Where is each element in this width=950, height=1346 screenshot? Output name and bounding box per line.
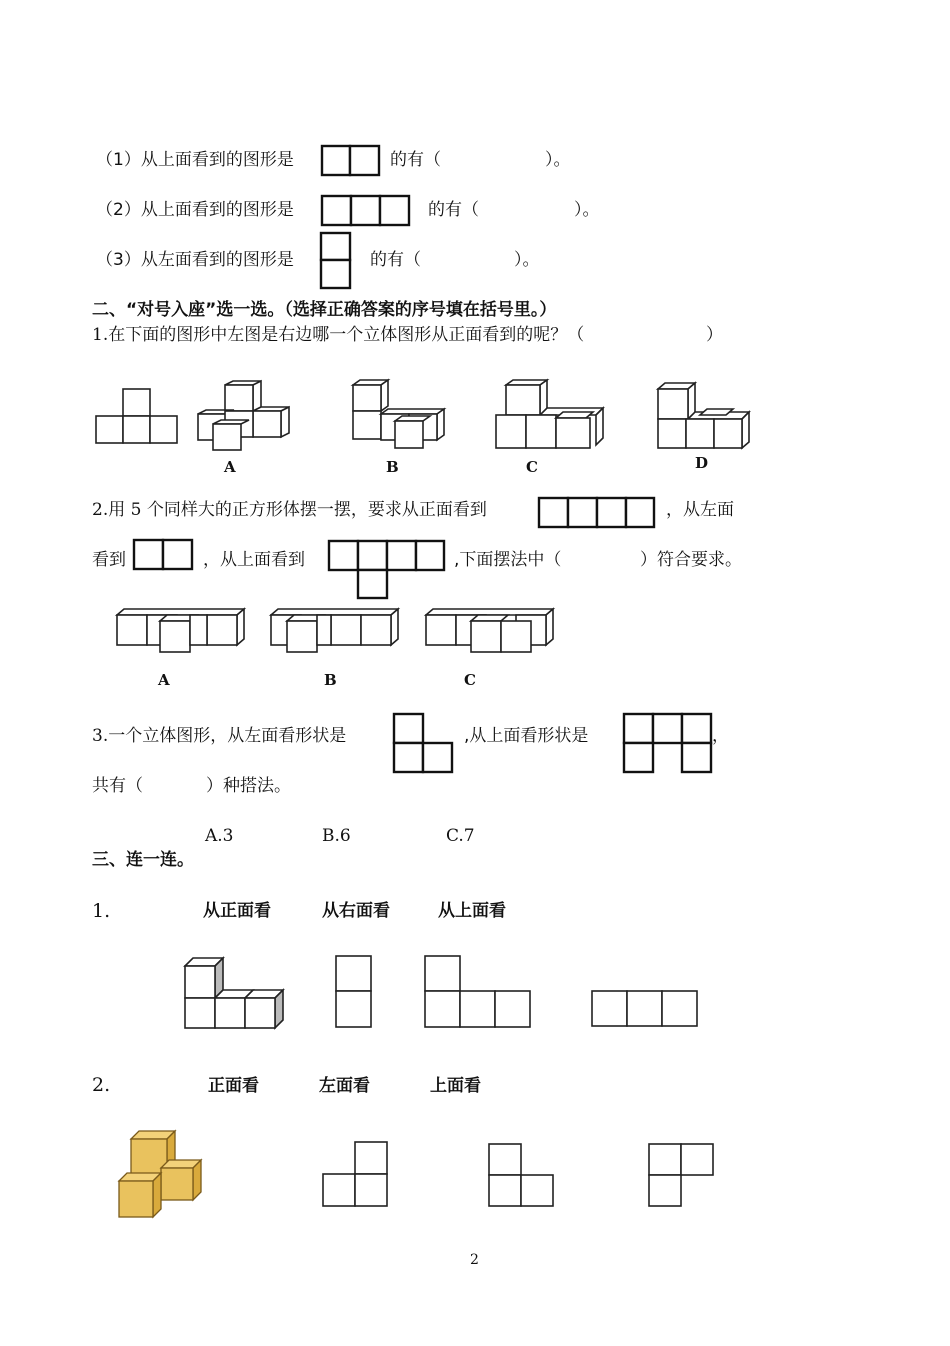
s2-q2-line1-tail: ，从左面 — [666, 500, 734, 520]
s2-q2-option-a-figure — [114, 606, 249, 656]
s3-q2-yellow-cubes — [117, 1128, 207, 1220]
s2-q1-option-d-label: D — [695, 454, 709, 472]
section2-title: 二、“对号入座”选一选。（选择正确答案的序号填在括号里。） — [92, 300, 557, 320]
s2-q3-left-view-shape — [393, 713, 454, 774]
s2-q1-option-b-label: B — [386, 458, 399, 476]
s2-q2-option-b-label: B — [324, 671, 337, 689]
s2-q3-text-c: ， — [712, 726, 729, 746]
q3-prefix: （3）从左面看到的图形是 — [96, 250, 294, 270]
s2-q1-close: ） — [706, 325, 723, 345]
q2-top-view-shape — [321, 195, 411, 227]
s3-q1-view-vertical — [335, 955, 373, 1029]
s2-q1-front-view — [95, 388, 180, 446]
s2-q3-choice-b: B.6 — [322, 826, 351, 846]
s2-q3-top-view-shape — [623, 713, 714, 774]
s2-q1-option-c-label: C — [526, 458, 538, 476]
q1-top-view-shape — [321, 145, 381, 177]
s2-q2-option-a-label: A — [158, 671, 170, 689]
s2-q1-option-a-figure — [195, 380, 295, 450]
s2-q2-line2-b: ，从上面看到 — [203, 550, 305, 570]
s2-q2-top-view-shape — [328, 540, 446, 600]
s2-q1-option-c-figure — [494, 378, 609, 453]
s3-q1-view-l-shape — [423, 955, 533, 1029]
s3-q1-view-row — [591, 990, 699, 1028]
s3-q1-number: 1. — [92, 900, 111, 922]
s2-q1-text: 1.在下面的图形中左图是右边哪一个立体图形从正面看到的呢？（ — [92, 325, 585, 345]
q3-left-view-shape — [320, 232, 352, 290]
q1-prefix: （1）从上面看到的图形是 — [96, 150, 294, 170]
s2-q2-left-view-shape — [133, 539, 194, 571]
s2-q2-line2-d: ）符合要求。 — [640, 550, 742, 570]
s2-q2-line1: 2.用 5 个同样大的正方形体摆一摆，要求从正面看到 — [92, 500, 487, 520]
s3-q2-view-1 — [321, 1140, 389, 1208]
page-number: 2 — [470, 1252, 479, 1268]
s3-q1-label-top: 从上面看 — [438, 901, 506, 921]
q2-answer-close: ）。 — [574, 200, 600, 220]
s2-q2-option-b-figure — [268, 606, 403, 656]
s3-q1-label-right: 从右面看 — [322, 901, 390, 921]
s3-q1-label-front: 从正面看 — [203, 901, 271, 921]
s2-q3-line2: 共有（ — [92, 776, 143, 796]
s3-q2-view-3 — [647, 1142, 715, 1208]
s2-q1-option-b-figure — [350, 378, 450, 450]
s3-q2-number: 2. — [92, 1074, 111, 1096]
s3-q2-label-front: 正面看 — [208, 1076, 259, 1096]
s2-q2-front-view-shape — [538, 497, 656, 529]
s2-q3-choice-a: A.3 — [205, 826, 234, 846]
s3-q2-label-top: 上面看 — [430, 1076, 481, 1096]
s2-q3-text-a: 3.一个立体图形，从左面看形状是 — [92, 726, 347, 746]
s2-q1-option-a-label: A — [224, 458, 236, 476]
section3-title: 三、连一连。 — [92, 850, 194, 870]
s2-q3-text-b: ,从上面看形状是 — [464, 726, 589, 746]
q2-prefix: （2）从上面看到的图形是 — [96, 200, 294, 220]
s2-q3-choice-c: C.7 — [446, 826, 475, 846]
q3-suffix: 的有（ — [370, 250, 421, 270]
s3-q2-view-2 — [487, 1142, 555, 1208]
s2-q2-option-c-label: C — [464, 671, 476, 689]
q1-answer-close: ）。 — [545, 150, 571, 170]
q3-answer-close: ）。 — [514, 250, 540, 270]
s2-q2-line2-c: ,下面摆法中（ — [454, 550, 562, 570]
s2-q2-option-c-figure — [423, 606, 558, 656]
s2-q1-option-d-figure — [655, 380, 755, 452]
q1-suffix: 的有（ — [390, 150, 441, 170]
s3-q1-solid-figure — [183, 955, 289, 1030]
q2-suffix: 的有（ — [428, 200, 479, 220]
s2-q3-line2-close: ）种搭法。 — [206, 776, 291, 796]
s3-q2-label-left: 左面看 — [319, 1076, 370, 1096]
s2-q2-line2-a: 看到 — [92, 550, 126, 570]
